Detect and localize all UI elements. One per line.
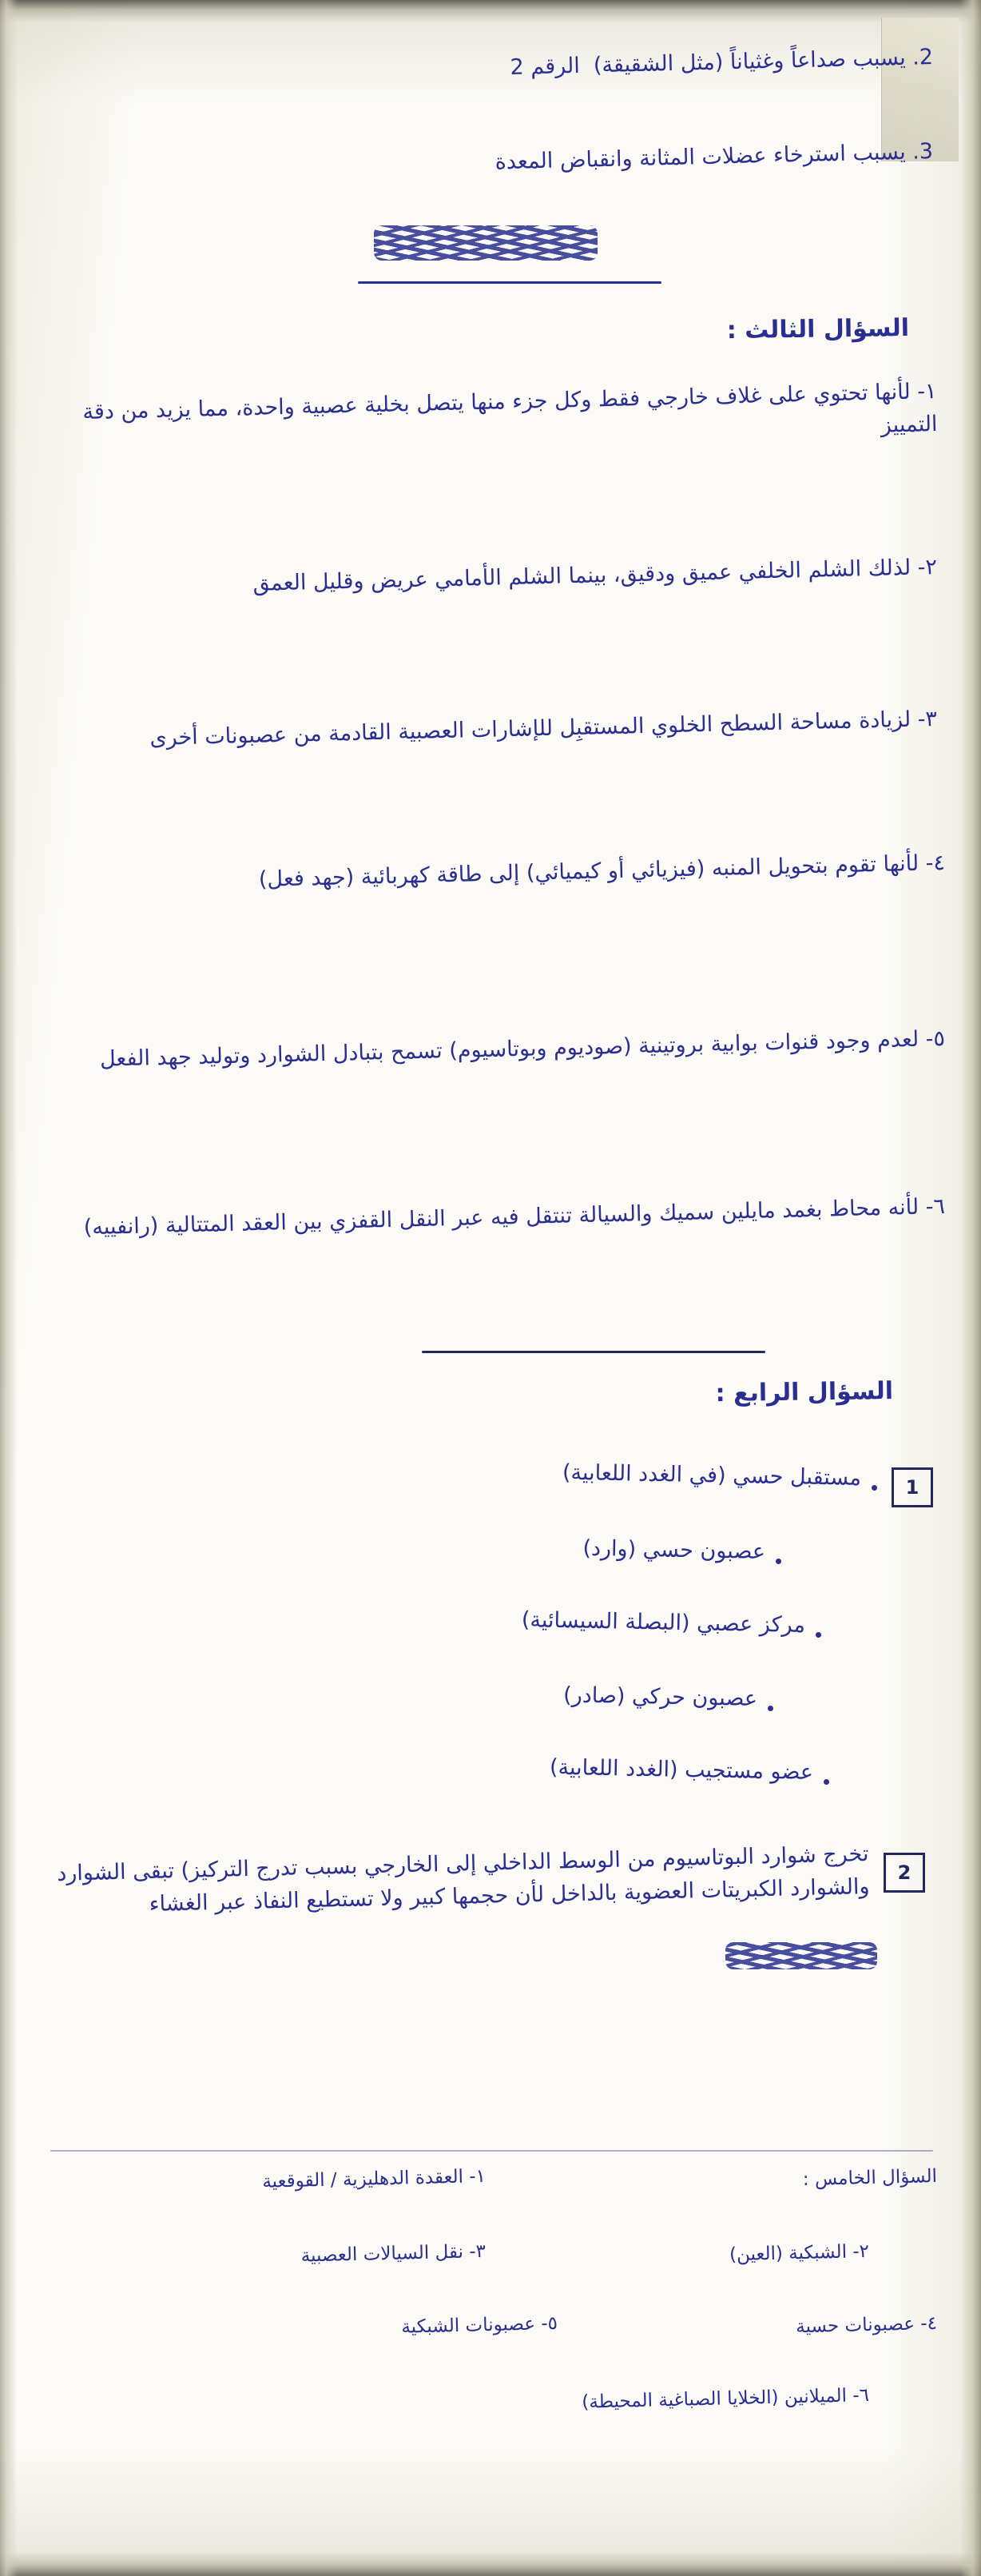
struck-out-text-2 — [725, 1942, 877, 1969]
page-edge-bottom — [0, 2552, 981, 2576]
q4-part2-text: تخرج شوارد البوتاسيوم من الوسط الداخلي إلى الخارجي بسبب تدرج التركيز) تبقى الشوارد والشوارد الكبريتات العضوية بالداخل لأن حجمها كبير ولا تستطيع النفاذ عبر الغشاء — [50, 1841, 870, 1917]
bullet-icon — [872, 1485, 877, 1491]
section-divider-2 — [50, 2150, 933, 2152]
page-edge-left — [0, 0, 18, 2576]
q3-answer-1: ١- لأنها تحتوي على غلاف خارجي فقط وكل جزء منها يتصل بخلية عصبية واحدة، مما يزيد من دقة التمييز — [75, 379, 938, 438]
q5-item-2: ٢- الشبكية (العين) — [729, 2241, 870, 2266]
q4-part-1-number: 1 — [892, 1467, 933, 1507]
q4-part1-item-4: عصبون حركي (صادر) — [562, 1682, 758, 1711]
q4-part1-item-3: مركز عصبي (البصلة السيسائية) — [521, 1607, 806, 1638]
bullet-icon — [768, 1706, 773, 1711]
bullet-icon — [776, 1559, 781, 1564]
page-edge-right — [960, 0, 981, 2576]
struck-out-text — [374, 225, 598, 261]
question-4-heading: السؤال الرابع : — [715, 1377, 894, 1408]
page-edge-top — [0, 0, 981, 22]
q3-answer-6: ٦- لأنه محاط بغمد مايلين سميك والسيالة تنتقل فيه عبر النقل القفزي بين العقد المتتالية (رانفييه) — [83, 1194, 946, 1240]
q5-item-3: ٣- نقل السيالات العصبية — [300, 2241, 487, 2267]
q5-item-4: ٤- عصبونات حسية — [795, 2313, 938, 2338]
q5-item-5: ٥- عصبونات الشبكية — [401, 2313, 558, 2338]
q5-item-1: ١- العقدة الدهليزية / القوقعية — [261, 2166, 487, 2192]
q4-part1-item-2: عصبون حسي (وارد) — [582, 1535, 766, 1564]
section-divider — [422, 1351, 765, 1353]
bullet-icon — [824, 1779, 829, 1785]
q4-part-2-number: 2 — [884, 1853, 925, 1893]
underline-stroke — [358, 281, 661, 284]
carryover-item-3: 3. يسبب استرخاء عضلات المثانة وانقباض المعدة — [494, 139, 934, 175]
q4-part1-item-5: عضو مستجيب (الغدد اللعابية) — [549, 1754, 814, 1785]
carryover-item-2: 2. يسبب صداعاً وغثياناً (مثل الشقيقة) الرقم 2 — [510, 45, 934, 80]
q4-part1-item-1: مستقبل حسي (في الغدد اللعابية) — [562, 1459, 862, 1491]
question-3-heading: السؤال الثالث : — [726, 314, 910, 345]
q3-answer-5: ٥- لعدم وجود قنوات بوابية بروتينية (صوديوم وبوتاسيوم) تسمح بتبادل الشوارد وتوليد جهد الفعل — [99, 1026, 946, 1072]
q3-answer-3: ٣- لزيادة مساحة السطح الخلوي المستقبِل للإشارات العصبية القادمة من عصبونات أخرى — [149, 707, 938, 751]
q5-item-6: ٦- الميلانين (الخلايا الصباغية المحيطة) — [582, 2385, 870, 2413]
q3-answer-2: ٢- لذلك الشلم الخلفي عميق ودقيق، بينما الشلم الأمامي عريض وقليل العمق — [252, 555, 938, 596]
question-5-heading: السؤال الخامس : — [802, 2166, 938, 2191]
q3-answer-4: ٤- لأنها تقوم بتحويل المنبه (فيزيائي أو كيميائي) إلى طاقة كهربائية (جهد فعل) — [258, 850, 946, 892]
bullet-icon — [816, 1632, 821, 1638]
